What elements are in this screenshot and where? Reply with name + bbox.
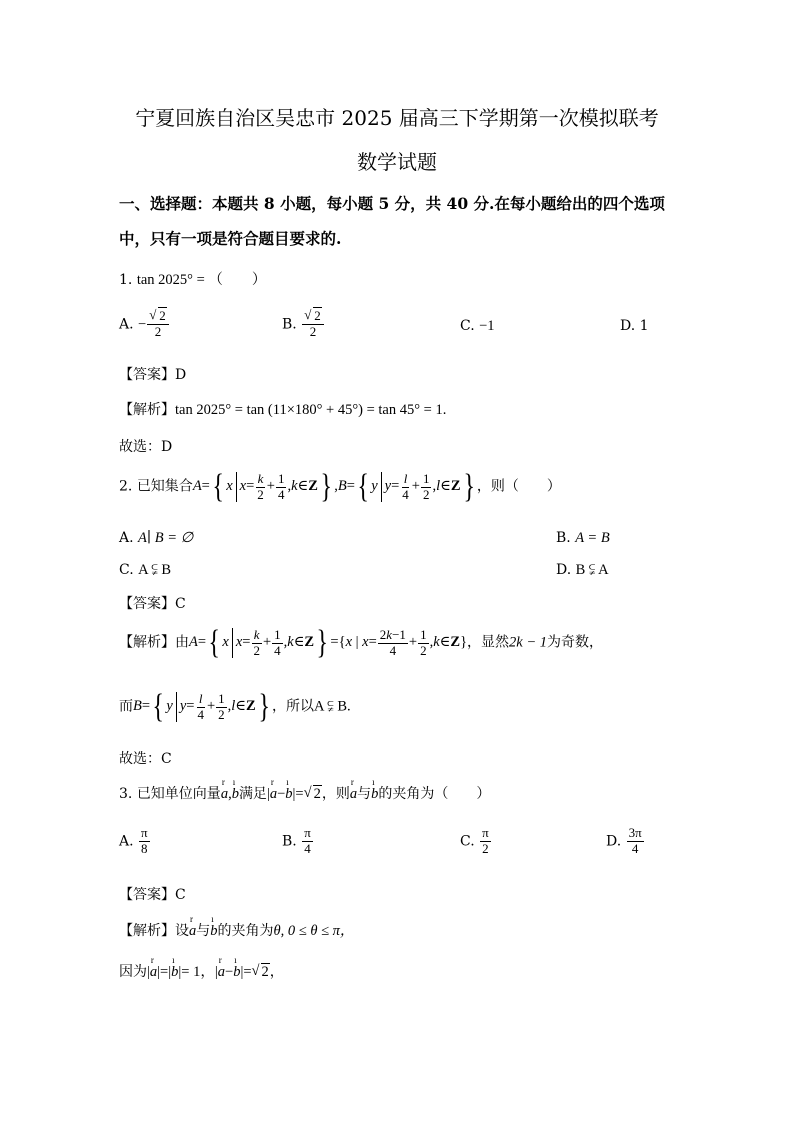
question-1-choice: 故选：D <box>119 439 173 455</box>
option-denominator: 2 <box>482 840 489 856</box>
question-2-prefix: 已知集合 <box>136 478 193 495</box>
question-3-option-d <box>606 826 645 857</box>
analysis-expr: θ, 0 ≤ θ ≤ π， <box>273 923 355 939</box>
option-label: C. <box>460 318 475 334</box>
option-label: C. <box>119 562 134 578</box>
title-line-2: 数学试题 <box>357 150 437 174</box>
question-1-option-b: B. √ $\frac{2}{2}$ <box>282 309 325 340</box>
stem-text: 与 <box>357 786 372 802</box>
stem-text: 已知单位向量 <box>136 786 221 802</box>
question-2-option-c <box>119 562 171 579</box>
section-heading-line-2: 中，只有一项是符合题目要求的. <box>119 229 342 248</box>
odd-expr: 2k − 1 <box>509 634 548 651</box>
title-line-1: 宁夏回族自治区吴忠市 2025 届高三下学期第一次模拟联考 <box>135 106 659 130</box>
question-1-analysis <box>119 399 446 419</box>
question-1 <box>119 268 266 289</box>
option-numerator: π <box>141 825 148 840</box>
question-1-option-a: A. − √ $\frac{2}{2}$ <box>119 309 170 340</box>
question-3-analysis-line-2: 因为|r a|=|ı b|= 1，|r a−ı b|=√ 2， <box>119 960 284 981</box>
analysis-expr: A ⫋ B. <box>314 698 351 715</box>
option-label: D. <box>556 562 572 578</box>
option-label: A. <box>119 530 134 546</box>
question-2-suffix: ，则（ ） <box>476 478 561 495</box>
question-1-option-d: D. 1 <box>620 318 649 334</box>
stem-text: 的夹角为（ ） <box>378 786 491 802</box>
analysis-label: 【解析】 <box>119 634 175 651</box>
question-3-option-b <box>282 826 314 857</box>
question-1-number: 1. <box>119 272 133 288</box>
analysis-expr: tan 2025° = tan (11×180° + 45°) = tan 45° = 1. <box>175 402 447 418</box>
option-label: D. <box>606 833 622 850</box>
option-label: A. <box>119 316 134 333</box>
option-label: B. <box>556 530 571 546</box>
analysis-text: ，显然 <box>467 634 510 651</box>
analysis-text: ， <box>269 964 284 980</box>
section-heading-line-1: 一、选择题：本题共 8 小题，每小题 5 分，共 40 分.在每小题给出的四个选项 <box>119 194 665 213</box>
option-c-value: −1 <box>479 318 495 334</box>
question-3-number: 3. <box>119 786 133 802</box>
option-label: C. <box>460 833 475 850</box>
option-label: B. <box>282 833 297 850</box>
option-expr: B ⫋ A <box>575 562 609 578</box>
analysis-label: 【解析】 <box>119 402 175 418</box>
option-expr: A ⫋ B <box>138 562 172 578</box>
question-3-option-c <box>460 826 492 857</box>
question-2-option-a <box>119 530 193 547</box>
analysis-text: 由 <box>175 634 189 651</box>
question-2-number: 2. <box>119 478 133 495</box>
option-denominator: 8 <box>141 840 148 856</box>
analysis-text: 而 <box>119 698 133 715</box>
question-3-answer: 【答案】C <box>119 887 186 903</box>
option-denominator: 4 <box>304 840 311 856</box>
question-2-analysis-line-1: 【解析】由A={ x x= $\frac{k}{2}$ + $\frac{1}{4}$ ,k∈Z} ={x | x= $\frac{2k-1}{4}$ + $\frac{1}{2}$ ,k∈Z}，显然2k − 1为奇数， <box>119 624 604 661</box>
analysis-expr: = 1， <box>181 964 215 980</box>
analysis-text: 设 <box>175 923 189 939</box>
analysis-text: 为奇数， <box>547 634 604 651</box>
analysis-label: 【解析】 <box>119 923 175 939</box>
question-2-option-d <box>556 562 609 579</box>
option-numerator: 3π <box>628 825 642 840</box>
question-2-choice: 故选：C <box>119 751 172 767</box>
question-2-stem: 2. 已知集合A={ x x= $\frac{k}{2}$ + $\frac{1}{4}$ ,k∈Z} ,B={ y y= $\frac{l}{4}$ + $\frac{1}{2}$ ,l∈Z} ，则（ ） <box>119 468 561 505</box>
question-1-answer: 【答案】D <box>119 367 187 383</box>
question-2-option-b <box>556 530 610 547</box>
question-2-analysis-line-2: 而B={ y y= $\frac{l}{4}$ + $\frac{1}{2}$ ,l∈Z} ，所以A ⫋ B. <box>119 688 351 725</box>
question-2-answer: 【答案】C <box>119 596 186 612</box>
analysis-text: 的夹角为 <box>217 923 274 939</box>
option-expr: A∣ B = ∅ <box>138 530 194 546</box>
question-3-stem: 3. 已知单位向量r a,ı b满足|r a−ı b|=√ 2，则r a与ı b的夹角为（ ） <box>119 783 490 803</box>
stem-text: ，则 <box>321 786 350 802</box>
analysis-text: 因为 <box>119 964 147 980</box>
analysis-text: ，所以 <box>272 698 315 715</box>
question-1-stem: tan 2025° = （ ） <box>136 272 267 288</box>
option-numerator: π <box>304 825 311 840</box>
question-3-option-a <box>119 826 151 857</box>
question-1-option-c <box>460 318 495 335</box>
analysis-text: 与 <box>196 923 211 939</box>
stem-text: 满足 <box>238 786 267 802</box>
option-expr: A = B <box>575 530 610 546</box>
question-3-analysis-line-1: 【解析】设r a与ı b的夹角为θ, 0 ≤ θ ≤ π， <box>119 919 354 940</box>
option-numerator: π <box>482 825 489 840</box>
option-label: A. <box>119 833 134 850</box>
option-label: B. <box>282 316 297 333</box>
option-denominator: 4 <box>631 840 639 856</box>
